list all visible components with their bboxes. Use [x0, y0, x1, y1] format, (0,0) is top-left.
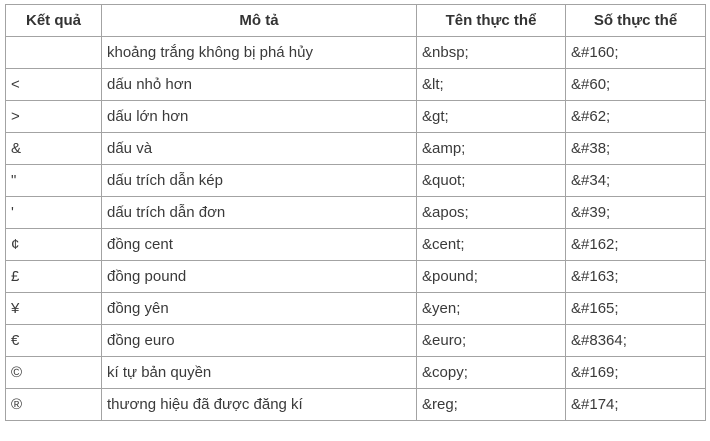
cell-description: thương hiệu đã được đăng kí: [102, 389, 417, 421]
cell-entity-number: &#34;: [566, 165, 706, 197]
cell-result: ®: [6, 389, 102, 421]
cell-result: ©: [6, 357, 102, 389]
cell-entity-number: &#8364;: [566, 325, 706, 357]
cell-entity-number: &#174;: [566, 389, 706, 421]
cell-entity-number: &#39;: [566, 197, 706, 229]
cell-entity-name: &yen;: [417, 293, 566, 325]
cell-result: >: [6, 101, 102, 133]
cell-description: khoảng trắng không bị phá hủy: [102, 37, 417, 69]
table-row: [6, 261, 706, 293]
cell-result: £: [6, 261, 102, 293]
cell-entity-number: &#160;: [566, 37, 706, 69]
table-body: [6, 37, 706, 421]
table-row: [6, 133, 706, 165]
cell-entity-name: &nbsp;: [417, 37, 566, 69]
header-result: Kết quả: [6, 5, 102, 37]
cell-result: <: [6, 69, 102, 101]
cell-entity-name: &quot;: [417, 165, 566, 197]
cell-description: dấu nhỏ hơn: [102, 69, 417, 101]
cell-description: đồng euro: [102, 325, 417, 357]
cell-entity-number: &#38;: [566, 133, 706, 165]
cell-entity-name: &reg;: [417, 389, 566, 421]
cell-result: [6, 37, 102, 69]
cell-description: dấu lớn hơn: [102, 101, 417, 133]
cell-entity-number: &#165;: [566, 293, 706, 325]
cell-description: đồng yên: [102, 293, 417, 325]
header-row: [6, 5, 706, 37]
cell-entity-name: &copy;: [417, 357, 566, 389]
cell-entity-number: &#163;: [566, 261, 706, 293]
cell-description: đồng cent: [102, 229, 417, 261]
table-row: [6, 165, 706, 197]
cell-result: ¥: [6, 293, 102, 325]
cell-entity-number: &#60;: [566, 69, 706, 101]
cell-entity-name: &lt;: [417, 69, 566, 101]
cell-description: dấu và: [102, 133, 417, 165]
cell-entity-number: &#169;: [566, 357, 706, 389]
cell-description: đồng pound: [102, 261, 417, 293]
table-row: [6, 293, 706, 325]
header-entity-number: Số thực thể: [566, 5, 706, 37]
header-entity-name: Tên thực thể: [417, 5, 566, 37]
table-row: [6, 69, 706, 101]
cell-entity-name: &apos;: [417, 197, 566, 229]
cell-result: €: [6, 325, 102, 357]
header-description: Mô tả: [102, 5, 417, 37]
cell-description: dấu trích dẫn kép: [102, 165, 417, 197]
html-entities-table: [5, 4, 706, 421]
cell-description: kí tự bản quyền: [102, 357, 417, 389]
cell-description: dấu trích dẫn đơn: [102, 197, 417, 229]
table-row: [6, 325, 706, 357]
cell-result: ¢: [6, 229, 102, 261]
table-row: [6, 229, 706, 261]
cell-result: &: [6, 133, 102, 165]
table-row: [6, 197, 706, 229]
table-row: [6, 37, 706, 69]
cell-entity-name: &euro;: [417, 325, 566, 357]
cell-result: ": [6, 165, 102, 197]
cell-entity-number: &#162;: [566, 229, 706, 261]
table-row: [6, 357, 706, 389]
cell-result: ': [6, 197, 102, 229]
table-row: [6, 389, 706, 421]
cell-entity-name: &cent;: [417, 229, 566, 261]
cell-entity-number: &#62;: [566, 101, 706, 133]
cell-entity-name: &amp;: [417, 133, 566, 165]
table-header: [6, 5, 706, 37]
cell-entity-name: &gt;: [417, 101, 566, 133]
table-row: [6, 101, 706, 133]
cell-entity-name: &pound;: [417, 261, 566, 293]
